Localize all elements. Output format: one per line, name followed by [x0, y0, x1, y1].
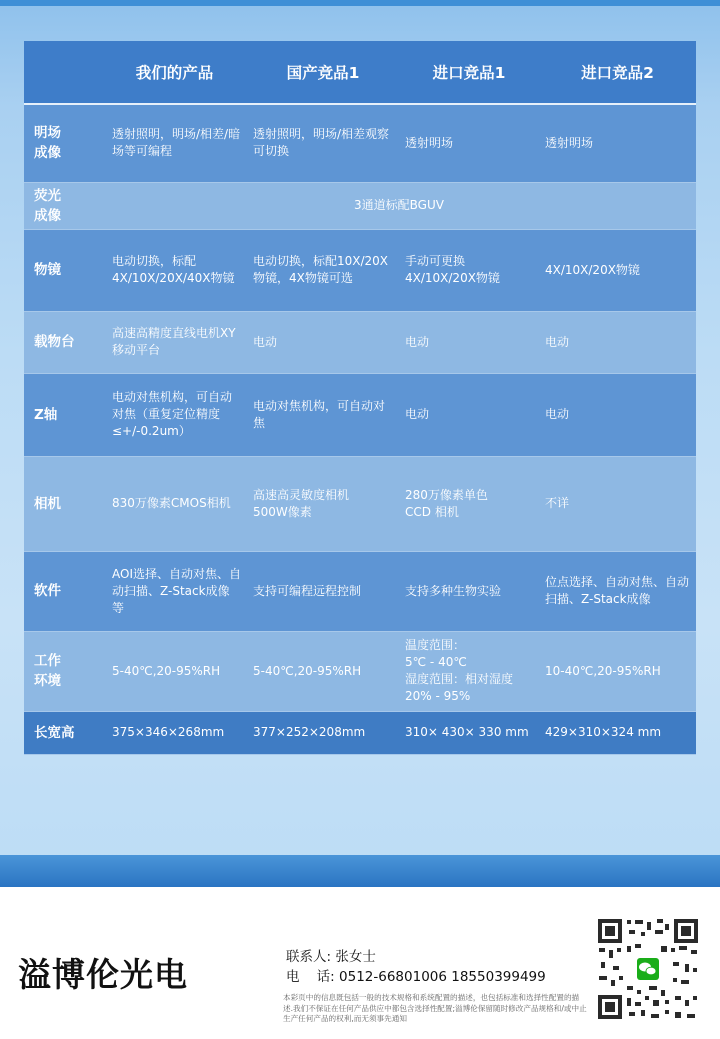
- row-label: 明场 成像: [24, 104, 102, 182]
- top-accent-bar: [0, 0, 720, 6]
- bottom-accent-bar: [0, 855, 720, 887]
- table-cell: 830万像素CMOS相机: [102, 456, 247, 551]
- header-import-competitor-2: 进口竞品2: [539, 41, 696, 104]
- contact-person: [286, 945, 376, 965]
- row-label: 荧光 成像: [24, 182, 102, 229]
- header-domestic-competitor-1: 国产竞品1: [247, 41, 399, 104]
- header-blank: [24, 41, 102, 104]
- table-row-environment: [24, 631, 696, 711]
- table-cell: 375×346×268mm: [102, 711, 247, 754]
- row-label: 物镜: [24, 229, 102, 311]
- contact-label: 联系人:: [286, 949, 332, 965]
- comparison-table: [24, 41, 696, 755]
- contact-phone: [286, 965, 546, 985]
- table-row-fluorescence: [24, 182, 696, 229]
- table-cell: 支持多种生物实验: [399, 551, 539, 631]
- table-cell: 电动: [247, 311, 399, 373]
- table-cell: 透射明场: [399, 104, 539, 182]
- table-cell: 电动对焦机构，可自动对焦: [247, 373, 399, 456]
- table-cell: 电动切换，标配4X/10X/20X/40X物镜: [102, 229, 247, 311]
- table-cell: 透射照明，明场/相差观察可切换: [247, 104, 399, 182]
- row-label: 相机: [24, 456, 102, 551]
- table-cell: 280万像素单色 CCD 相机: [399, 456, 539, 551]
- table-cell: 10-40℃,20-95%RH: [539, 631, 696, 711]
- table-cell: 电动对焦机构，可自动对焦（重复定位精度≤+/-0.2um）: [102, 373, 247, 456]
- row-label: 长宽高: [24, 711, 102, 754]
- table-cell: 5-40℃,20-95%RH: [247, 631, 399, 711]
- company-logo: 溢博伦光电: [18, 955, 188, 994]
- table-cell: 429×310×324 mm: [539, 711, 696, 754]
- qr-code-icon: [595, 916, 701, 1022]
- header-import-competitor-1: 进口竞品1: [399, 41, 539, 104]
- table-cell: 手动可更换 4X/10X/20X物镜: [399, 229, 539, 311]
- table-cell: AOI选择、自动对焦、自动扫描、Z-Stack成像等: [102, 551, 247, 631]
- table-cell: 377×252×208mm: [247, 711, 399, 754]
- wechat-icon: [635, 956, 661, 982]
- row-label: 软件: [24, 551, 102, 631]
- table-row-objective: [24, 229, 696, 311]
- table-cell: 高速高灵敏度相机 500W像素: [247, 456, 399, 551]
- table-cell: 电动: [539, 311, 696, 373]
- table-cell: 不详: [539, 456, 696, 551]
- table-cell: 310× 430× 330 mm: [399, 711, 539, 754]
- row-label: Z轴: [24, 373, 102, 456]
- table-row-brightfield: [24, 104, 696, 182]
- row-label: 载物台: [24, 311, 102, 373]
- table-row-software: [24, 551, 696, 631]
- phone-label: 电 话:: [286, 969, 335, 985]
- table-cell: 电动: [399, 311, 539, 373]
- table-cell: 支持可编程远程控制: [247, 551, 399, 631]
- table-header-row: [24, 41, 696, 104]
- table-cell: 温度范围： 5℃ - 40℃ 湿度范围：相对湿度20% - 95%: [399, 631, 539, 711]
- phone-numbers: 0512-66801006 18550399499: [339, 969, 546, 985]
- table-cell: 4X/10X/20X物镜: [539, 229, 696, 311]
- table-cell: 透射明场: [539, 104, 696, 182]
- table-row-dimensions: [24, 711, 696, 754]
- header-our-product: 我们的产品: [102, 41, 247, 104]
- contact-name: 张女士: [335, 949, 376, 965]
- table-cell: 电动切换，标配10X/20X物镜，4X物镜可选: [247, 229, 399, 311]
- table-row-stage: [24, 311, 696, 373]
- table-cell: 位点选择、自动对焦、自动扫描、Z-Stack成像: [539, 551, 696, 631]
- table-cell-span: 3通道标配BGUV: [102, 182, 696, 229]
- table-row-z-axis: [24, 373, 696, 456]
- table-cell: 5-40℃,20-95%RH: [102, 631, 247, 711]
- table-row-camera: [24, 456, 696, 551]
- table-cell: 高速高精度直线电机XY移动平台: [102, 311, 247, 373]
- disclaimer-text: 本彩页中的信息既包括一般的技术规格和系统配置的描述，也包括标准和选择性配置的描述.我们不保证在任何产品供应中都包含选择性配置;溢博伦保留随时修改产品规格和/或中止生产任何产品的权利,而无须事先通知: [283, 993, 587, 1024]
- row-label: 工作 环境: [24, 631, 102, 711]
- table-cell: 透射照明，明场/相差/暗场等可编程: [102, 104, 247, 182]
- table-cell: 电动: [399, 373, 539, 456]
- table-cell: 电动: [539, 373, 696, 456]
